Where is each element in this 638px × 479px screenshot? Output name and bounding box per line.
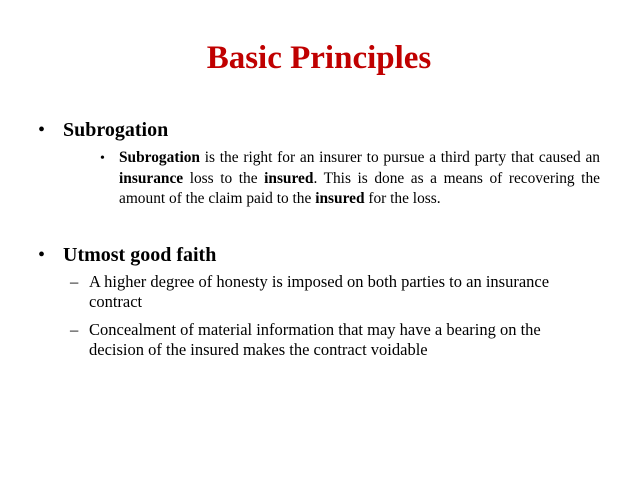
bullet-marker: • [38, 119, 46, 141]
term-insured: insured [315, 190, 365, 207]
section-heading-subrogation: Subrogation [63, 119, 169, 141]
good-faith-point-text: Concealment of material information that may have a bearing on the decision of the insured makes the contract voidable [89, 320, 541, 359]
term-subrogation: Subrogation [119, 149, 200, 166]
subrogation-definition-text [119, 148, 600, 210]
section-heading-utmost-good-faith: Utmost good faith [63, 244, 217, 266]
definition-fragment: for the loss. [364, 190, 441, 207]
definition-fragment: . This is done as a means of recovering the amount of the claim paid to the [119, 169, 600, 207]
term-insured: insured [264, 169, 314, 187]
definition-fragment: is the right for an insurer to pursue a third party that caused an [199, 149, 600, 166]
slide-title: Basic Principles [206, 40, 432, 76]
good-faith-point-text: A higher degree of honesty is imposed on both parties to an insurance contract [89, 272, 550, 311]
bullet-marker: • [38, 244, 46, 266]
sub-bullet-marker: • [100, 151, 105, 166]
dash-marker: – [70, 320, 79, 339]
dash-marker: – [70, 272, 79, 291]
definition-fragment: loss to the [183, 169, 265, 187]
term-insurance: insurance [119, 169, 184, 187]
